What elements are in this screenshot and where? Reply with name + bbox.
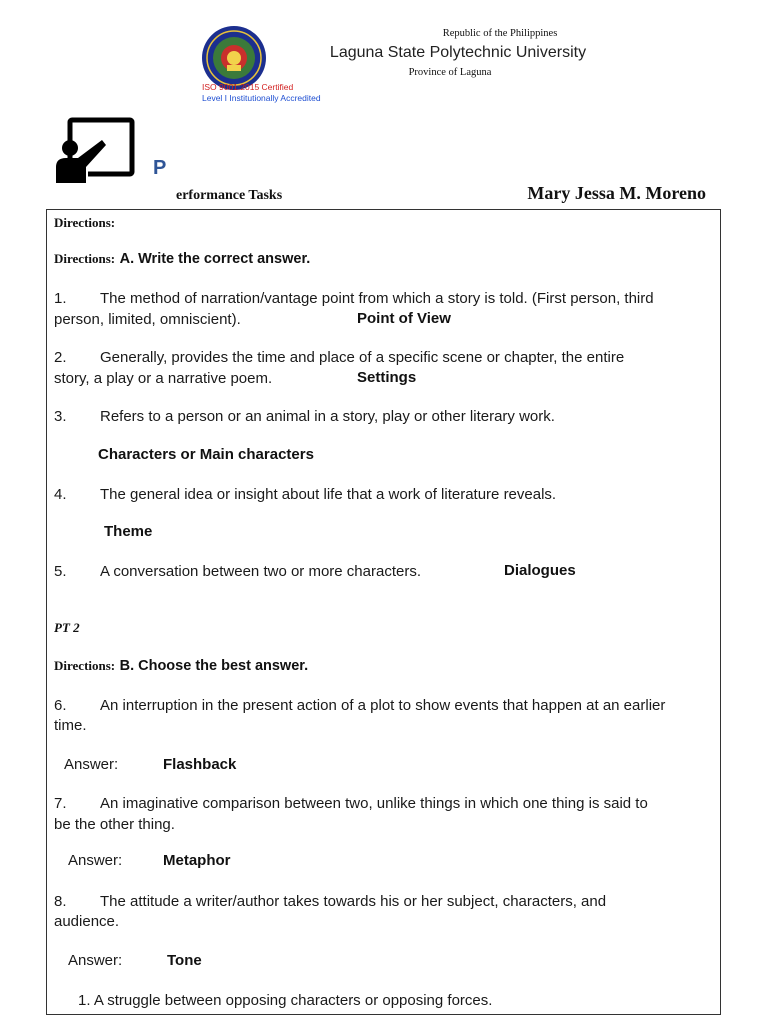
directions-prefix: Directions:	[54, 251, 116, 266]
answer: Theme	[104, 523, 153, 540]
question-text: A conversation between two or more characters.	[100, 563, 421, 580]
question-text-cont: be the other thing.	[54, 816, 175, 833]
author-name: Mary Jessa M. Moreno	[527, 183, 706, 203]
answer: Settings	[357, 369, 417, 386]
answer: Flashback	[163, 756, 237, 773]
republic-heading: Republic of the Philippines	[442, 28, 558, 39]
directions-b	[54, 657, 308, 675]
page-title: erformance Tasks	[176, 188, 283, 203]
directions-text: A. Write the correct answer.	[119, 251, 311, 267]
answer: Dialogues	[504, 562, 576, 579]
answer: Tone	[167, 952, 202, 969]
question-text: Generally, provides the time and place of a specific scene or chapter, the entire	[100, 349, 625, 366]
question-number: 5.	[54, 563, 67, 580]
title-initial: P	[153, 157, 167, 179]
question-text: The method of narration/vantage point from which a story is told. (First person, third	[100, 290, 654, 307]
question-number: 8.	[54, 893, 67, 910]
accreditation-text: Level I Institutionally Accredited	[202, 93, 321, 103]
answer: Point of View	[357, 310, 451, 327]
answer-label: Answer:	[64, 756, 119, 773]
university-name: Laguna State Polytechnic University	[329, 44, 587, 61]
question-text-cont: audience.	[54, 913, 120, 930]
directions-label: Directions:	[54, 215, 116, 230]
iso-certification-text: ISO 9001:2015 Certified	[202, 82, 294, 92]
question-text: 1. A struggle between opposing characters or opposing forces.	[78, 992, 493, 1009]
directions-a	[54, 250, 310, 268]
question-number: 4.	[54, 486, 67, 503]
question-number: 6.	[54, 697, 67, 714]
question-text-cont: person, limited, omniscient).	[54, 311, 241, 328]
question-text-cont: time.	[54, 717, 87, 734]
question-text: Refers to a person or an animal in a story, play or other literary work.	[100, 408, 555, 425]
province-heading: Province of Laguna	[408, 67, 492, 78]
question-text: An interruption in the present action of a plot to show events that happen at an earlier	[100, 697, 666, 714]
question-number: 3.	[54, 408, 67, 425]
question-number: 1.	[54, 290, 67, 307]
question-text: The general idea or insight about life that a work of literature reveals.	[100, 486, 557, 503]
answer: Metaphor	[163, 852, 231, 869]
question-text-cont: story, a play or a narrative poem.	[54, 370, 273, 387]
directions-prefix: Directions:	[54, 658, 116, 673]
answer: Characters or Main characters	[98, 446, 314, 463]
section-heading-pt2: PT 2	[54, 620, 80, 635]
question-number: 7.	[54, 795, 67, 812]
answer-label: Answer:	[68, 952, 123, 969]
question-number: 2.	[54, 349, 67, 366]
question-text: The attitude a writer/author takes towards his or her subject, characters, and	[100, 893, 607, 910]
directions-text: B. Choose the best answer.	[119, 658, 309, 674]
answer-label: Answer:	[68, 852, 123, 869]
question-text: An imaginative comparison between two, unlike things in which one thing is said to	[100, 795, 648, 812]
teacher-board-icon	[56, 117, 136, 185]
